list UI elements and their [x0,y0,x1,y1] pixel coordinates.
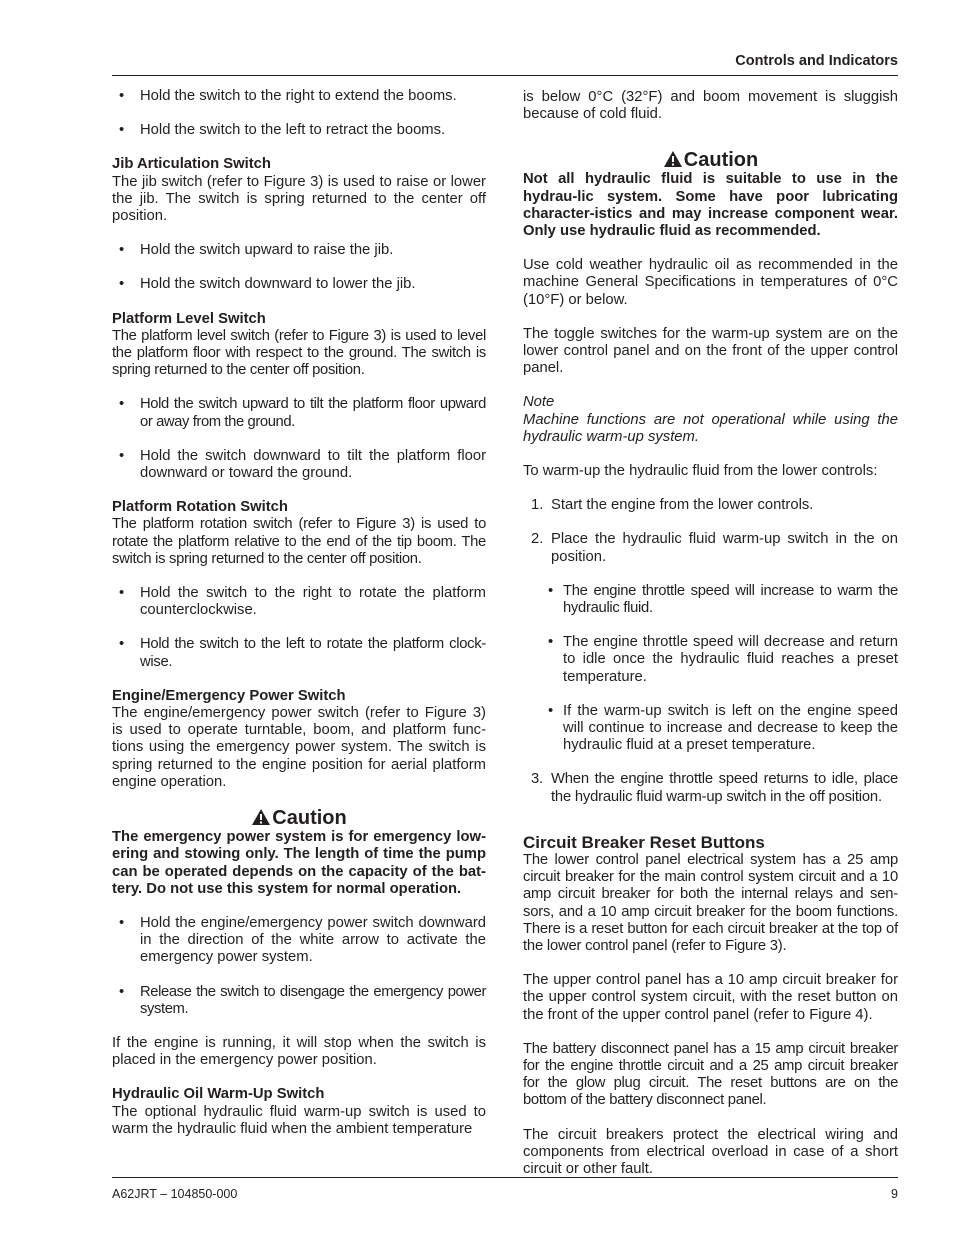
paragraph: The jib switch (refer to Figure 3) is used to raise or lower the jib. The switch is spring returned to the center off position. [112,173,486,225]
bullet-dot-icon: • [119,636,124,653]
bullet-dot-icon: • [119,88,125,104]
bullet-item: • Hold the switch upward to raise the jib. [119,242,394,259]
footer-rule [112,1177,898,1178]
bullet-item: • Hold the switch to the right to extend the booms. [119,88,457,104]
note-label: Note [523,394,555,411]
bullet-dot-icon: • [119,276,125,293]
numbered-step: 3. When the engine throttle speed returns to idle, place the hydraulic fluid warm-up switch in the off position. [531,771,898,805]
bullet-dot-icon: • [119,447,125,464]
bullet-item: • Hold the switch upward to tilt the platform floor upward or away from the ground. [119,396,486,430]
bullet-item: • Hold the switch to the left to retract the booms. [119,122,446,139]
footer-doc-id: A62JRT – 104850-000 [112,1187,238,1201]
caution-text: Not all hydraulic fluid is suitable to use in the hydrau-lic system. Some have poor lubricating character-istics and may increase component wear. Only use hydraulic fluid as recommended. [523,171,898,240]
step-number: 3. [531,771,543,788]
step-number: 1. [531,497,544,514]
caution-heading: Caution [112,807,486,829]
warning-triangle-icon [663,150,683,168]
paragraph: The circuit breakers protect the electrical wiring and components from electrical overload in case of a short circuit or other fault. [523,1126,898,1177]
paragraph: The engine/emergency power switch (refer to Figure 3) is used to operate turntable, boom, and platform func-tions using the emergency power system. The switch is spring returned to the engine position for aerial platform engine operation. [112,705,486,790]
section-subheading: Platform Rotation Switch [112,499,288,516]
bullet-dot-icon: • [119,242,125,259]
bullet-dot-icon: • [548,702,554,719]
numbered-step: 1. Start the engine from the lower controls. [531,497,814,514]
caution-text: The emergency power system is for emergency low-ering and stowing only. The length of time the pump can be operated depends on the capacity of the bat-tery. Do not use this system for normal operation. [112,829,486,897]
paragraph: The platform rotation switch (refer to Figure 3) is used to rotate the platform relative to the end of the tip boom. The switch is spring returned to the center off position. [112,516,486,567]
bullet-item: • Hold the switch to the right to rotate the platform counterclockwise. [119,585,486,619]
bullet-item: • Hold the switch downward to tilt the platform floor downward or toward the ground. [119,447,486,482]
paragraph: The toggle switches for the warm-up system are on the lower control panel and on the front of the upper control panel. [523,325,898,377]
paragraph: The upper control panel has a 10 amp circuit breaker for the upper control system circuit, with the reset button on the front of the upper control panel (refer to Figure 4). [523,972,898,1023]
page-header-title: Controls and Indicators [735,53,898,69]
right-column [523,89,898,1195]
section-heading: Circuit Breaker Reset Buttons [523,832,765,852]
bullet-item: • Release the switch to disengage the emergency power system. [119,983,486,1017]
bullet-item: • The engine throttle speed will decrease and return to idle once the hydraulic fluid reaches a preset temperature. [548,634,898,685]
bullet-dot-icon: • [119,122,125,139]
bullet-dot-icon: • [548,582,553,599]
caution-heading: Caution [523,149,898,171]
bullet-item: • Hold the engine/emergency power switch downward in the direction of the white arrow to activate the emergency power system. [119,914,486,966]
paragraph: Use cold weather hydraulic oil as recommended in the machine General Specifications in temperatures of 0°C (10°F) or below. [523,257,898,308]
paragraph: If the engine is running, it will stop when the switch is placed in the emergency power position. [112,1034,486,1069]
section-subheading: Platform Level Switch [112,310,266,327]
bullet-item: • The engine throttle speed will increase to warm the hydraulic fluid. [548,582,898,617]
left-column [112,88,486,1155]
bullet-dot-icon: • [548,634,554,651]
paragraph: The lower control panel electrical system has a 25 amp circuit breaker for the main control system circuit and a 10 amp circuit breaker for both the internal relays and sen-sors, and a 10 amp circuit breaker for the boom functions. There is a reset button for each circuit breaker at the top of the lower control panel (refer to Figure 3). [523,851,898,954]
paragraph: The optional hydraulic fluid warm-up switch is used to warm the hydraulic fluid when the ambient temperature [112,1103,486,1137]
header-rule [112,75,898,76]
bullet-dot-icon: • [119,396,124,413]
bullet-dot-icon: • [119,914,125,931]
bullet-item: • If the warm-up switch is left on the engine speed will continue to increase and decrease to keep the hydraulic fluid at a preset temperature. [548,702,898,754]
page-number: 9 [891,1187,898,1201]
section-subheading: Jib Articulation Switch [112,156,271,173]
paragraph: The platform level switch (refer to Figure 3) is used to level the platform floor with respect to the ground. The switch is spring returned to the center off position. [112,327,486,379]
paragraph: To warm-up the hydraulic fluid from the lower controls: [523,463,878,480]
warning-triangle-icon [251,808,271,826]
section-subheading: Hydraulic Oil Warm-Up Switch [112,1086,325,1103]
bullet-dot-icon: • [119,983,124,1000]
section-subheading: Engine/Emergency Power Switch [112,687,346,704]
numbered-step: 2. Place the hydraulic fluid warm-up switch in the on position. [531,531,898,565]
note-text: Machine functions are not operational while using the hydraulic warm-up system. [523,411,898,445]
bullet-dot-icon: • [119,585,125,602]
bullet-item: • Hold the switch downward to lower the jib. [119,276,416,293]
step-number: 2. [531,531,544,548]
paragraph: The battery disconnect panel has a 15 amp circuit breaker for the engine throttle circuit and a 25 amp circuit breaker for the glow plug circuit. The reset buttons are on the bottom of the battery disconnect panel. [523,1040,898,1109]
paragraph: is below 0°C (32°F) and boom movement is sluggish because of cold fluid. [523,89,898,123]
bullet-item: • Hold the switch to the left to rotate the platform clock-wise. [119,636,486,670]
